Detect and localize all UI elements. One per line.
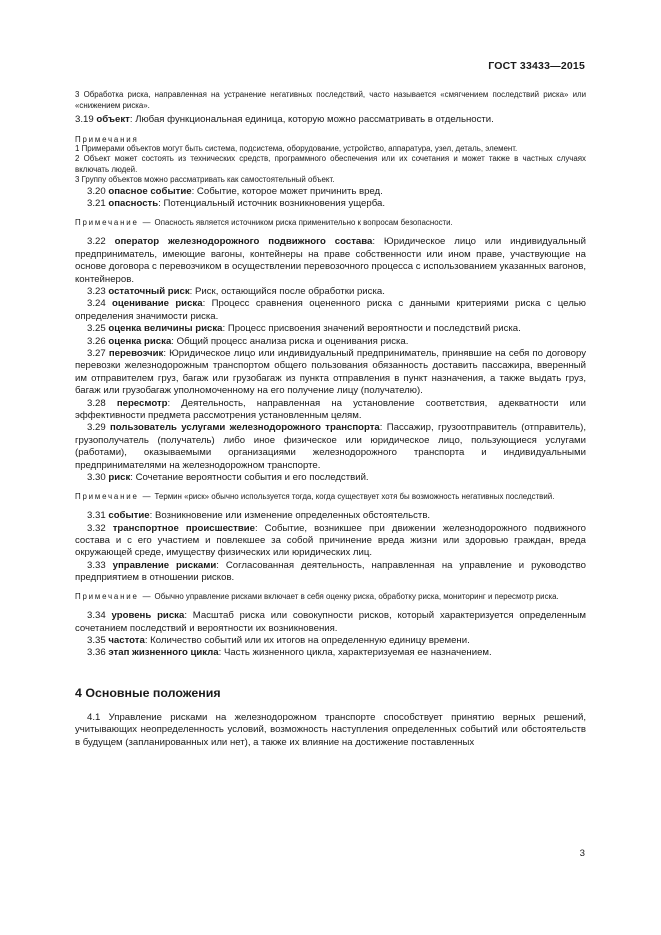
definition-number: 3.28 (87, 397, 106, 409)
definition-3-27 (75, 348, 586, 398)
definition-text: : Сочетание вероятности события и его последствий. (130, 472, 369, 484)
definition-text: : Событие, которое может причинить вред. (191, 185, 383, 197)
definition-number: 3.21 (87, 198, 106, 210)
definition-3-22 (75, 236, 586, 286)
definition-term: оператор железнодорожного подвижного состава (114, 236, 373, 248)
definition-term: этап жизненного цикла (108, 647, 219, 659)
definition-number: 3.25 (87, 323, 106, 335)
definition-number: 3.34 (87, 610, 106, 622)
definition-number: 3.35 (87, 634, 106, 646)
definition-3-29 (75, 422, 586, 472)
definition-number: 3.29 (87, 422, 106, 434)
note-text: 2 Объект может состоять из технических средств, программного обеспечения или их сочетания и может также в частных случаях включать людей. (75, 154, 586, 174)
definition-text: : Деятельность, направленная на установление соответствия, адекватности или эффективности предмета рассмотрения установленным целям. (75, 397, 587, 422)
note-text: Обычно управление рисками включает в себя оценку риска, обработку риска, мониторинг и пересмотр риска. (152, 591, 559, 601)
section-paragraph: 4.1 Управление рисками на железнодорожном транспорте способствует принятию верных решений, учитывающих неопределенность условий, возможность наступления определенных событий или обстоятельств в будущем (запланированных или нет), а также их влияние на достижение поставленных (75, 711, 586, 748)
definition-number: 3.22 (87, 236, 106, 248)
definition-text: : Риск, остающийся после обработки риска. (189, 286, 385, 297)
definition-term: пересмотр (116, 397, 168, 409)
definition-3-20 (75, 186, 586, 198)
definition-text: : Согласованная деятельность, направленная на управление и руководство предприятием в отношении рисков. (75, 559, 586, 584)
page-number: 3 (579, 848, 585, 859)
note-text: 3 Группу объектов можно рассматривать как самостоятельный объект. (75, 175, 335, 185)
definition-term: оценка величины риска (108, 323, 223, 335)
definition-3-30 (75, 472, 586, 484)
note-text: Термин «риск» обычно используется тогда, когда существует хотя бы возможность негативных последствий. (152, 491, 555, 501)
definition-number: 3.32 (87, 522, 106, 534)
note-line (75, 492, 586, 503)
definition-3-19 (75, 114, 586, 126)
definition-text: : Количество событий или их итогов на определенную единицу времени. (144, 634, 470, 646)
definition-3-32 (75, 523, 586, 560)
note-line (75, 592, 586, 603)
definition-text: : Любая функциональная единица, которую можно рассматривать в отдельности. (129, 114, 494, 126)
definition-text: : Возникновение или изменение определенных обстоятельств. (149, 510, 431, 522)
definition-term: объект (96, 114, 130, 126)
definition-3-28 (75, 398, 586, 423)
definition-number: 3.23 (87, 286, 106, 297)
definition-text: : Пассажир, грузоотправитель (отправитель), грузополучатель (получатель) либо иное физическое или юридическое лицо, пользующиеся услугами (работами), оказываемыми организациями железнодорожного транспорта и индивидуальными предпринимателями на железнодорожном транспорте. (75, 422, 586, 471)
definition-term: остаточный риск (108, 286, 190, 297)
definition-text: : Событие, возникшее при движении железнодорожного подвижного состава и с его участием и повлекшее за собой причинение вреда жизни или здоровью граждан, вреда окружающей среде, имуществу физических или юридических лиц. (75, 522, 586, 559)
definition-3-34 (75, 610, 586, 635)
note-line (75, 218, 586, 229)
note-label: Примечание — (75, 491, 153, 501)
definition-text: : Процесс сравнения оцененного риска с данными критериями риска с целью определения значимости риска. (75, 298, 586, 322)
definition-term: транспортное происшествие (112, 522, 255, 534)
definition-term: управление рисками (112, 559, 217, 571)
definition-3-31 (75, 510, 586, 522)
definition-3-35 (75, 635, 586, 647)
definition-3-23 (75, 286, 586, 298)
definition-number: 3.27 (87, 348, 106, 360)
definition-text: : Масштаб риска или совокупности рисков, который характеризуется определенным сочетанием последствий и вероятности их возникновения. (75, 610, 586, 634)
definition-number: 3.36 (87, 647, 106, 659)
definition-term: перевозчик (108, 348, 164, 360)
definition-number: 3.31 (87, 510, 106, 522)
definition-number: 3.30 (87, 472, 106, 484)
note-text: 1 Примерами объектов могут быть система, подсистема, оборудование, устройство, аппаратура, узел, деталь, элемент. (75, 143, 518, 153)
definition-text: : Юридическое лицо или индивидуальный предприниматель, имеющие вагоны, контейнеры на праве собственности или ином праве, участвующие на основе договора с перевозчиком в осуществлении перевозочного процесса с использованием указанных вагонов, контейнеров. (75, 236, 586, 285)
definition-term: оценивание риска (112, 298, 203, 310)
section-heading: 4 Основные положения (75, 685, 221, 700)
definition-term: уровень риска (111, 610, 185, 622)
definition-term: пользователь услугами железнодорожного транспорта (110, 422, 380, 434)
definition-term: событие (108, 510, 150, 522)
notes-heading: Примечания (75, 134, 139, 144)
definition-term: риск (108, 472, 131, 484)
definition-text: : Часть жизненного цикла, характеризуемая ее назначением. (218, 647, 492, 659)
page-header: ГОСТ 33433—2015 (488, 60, 585, 72)
definition-3-21 (75, 198, 586, 210)
definition-term: опасность (108, 198, 159, 210)
definition-3-25 (75, 323, 586, 335)
definition-text: : Общий процесс анализа риска и оценивания риска. (171, 335, 409, 347)
note-text: 3 Обработка риска, направленная на устранение негативных последствий, часто называется «смягчением последствий риска» или «снижением риска». (75, 90, 586, 110)
definition-term: оценка риска (108, 335, 172, 347)
note-text: Опасность является источником риска применительно к вопросам безопасности. (152, 217, 453, 227)
note-label: Примечание — (75, 591, 153, 601)
definition-text: : Потенциальный источник возникновения ущерба. (158, 198, 385, 210)
definition-number: 3.33 (87, 559, 106, 571)
definition-number: 3.19 (75, 114, 94, 126)
definition-term: частота (108, 634, 145, 646)
definition-3-36 (75, 647, 586, 659)
definition-3-33 (75, 560, 586, 585)
definition-number: 3.26 (87, 335, 106, 347)
document-body (75, 90, 586, 749)
definition-3-26 (75, 336, 586, 348)
definition-number: 3.24 (87, 298, 106, 310)
definition-text: : Юридическое лицо или индивидуальный предприниматель, принявшие на себя по договору перевозки железнодорожным транспортом общего пользования обязанность доставить пассажира, вверенный им отправителем груз, багаж или грузобагаж из пункта отправления в пункт назначения, а также выдать груз, багаж или грузобагаж уполномоченному на его получение лицу (получателю). (75, 348, 586, 397)
definition-term: опасное событие (108, 185, 192, 197)
note-label: Примечание — (75, 217, 153, 227)
definition-number: 3.20 (87, 185, 106, 197)
definition-3-24 (75, 298, 586, 323)
definition-text: : Процесс присвоения значений вероятности и последствий риска. (222, 323, 521, 335)
